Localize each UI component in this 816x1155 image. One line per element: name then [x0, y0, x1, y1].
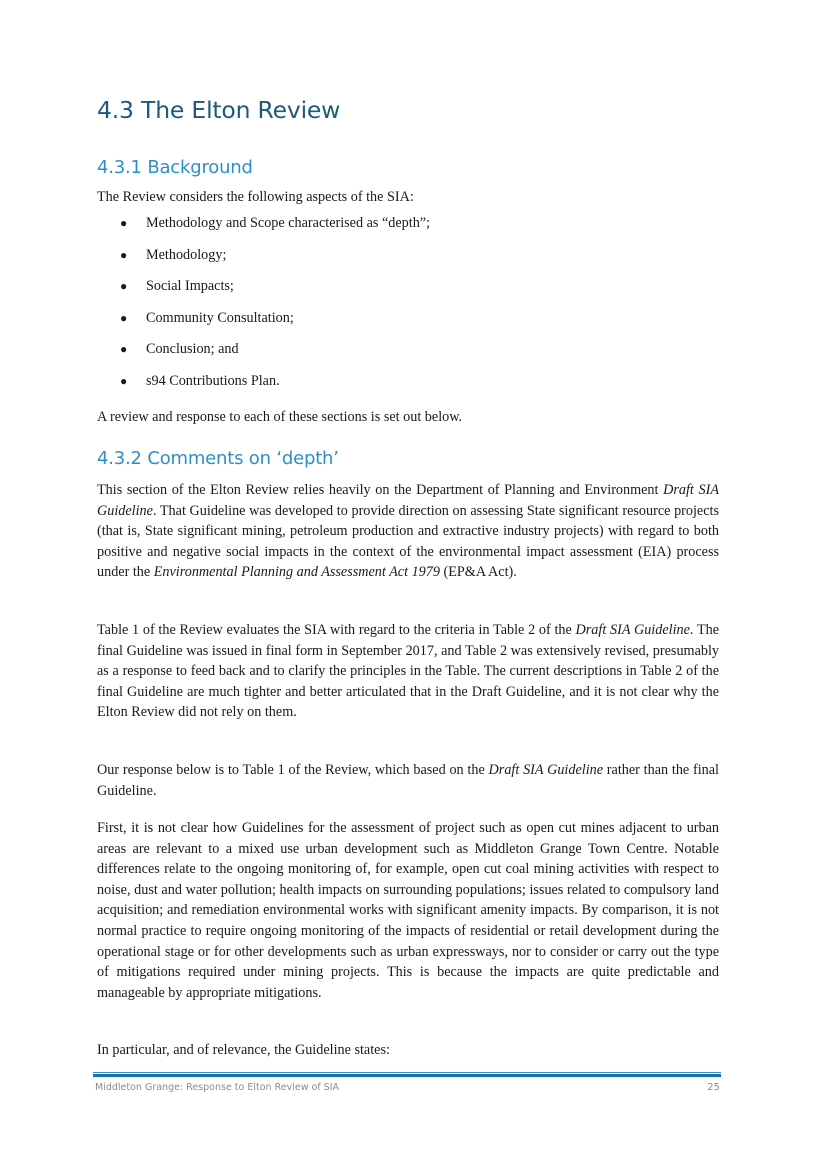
depth-paragraph-3: Our response below is to Table 1 of the Review, which based on the Draft SIA Guideline rather than the final Guideline. — [97, 762, 719, 799]
aspects-list — [97, 213, 719, 402]
bullet-icon: ● — [120, 342, 128, 356]
depth-paragraph-5: In particular, and of relevance, the Guideline states: — [97, 1042, 390, 1058]
list-item: ● Social Impacts; — [120, 278, 234, 294]
depth-paragraph-4: First, it is not clear how Guidelines for the assessment of project such as open cut mines adjacent to urban areas are relevant to a mixed use urban development such as Middleton Grange Town Centre. Notable differences relate to the ongoing monitoring of, for example, open cut coal mining activities with respect to noise, dust and water pollution; health impacts on surrounding populations; issues related to compulsory land acquisition; and remediation environmental works with significant amenity impacts. By comparison, it is not normal practice to require ongoing monitoring of the impacts of residential or retail development during the operational stage or for other developments such as urban expressways, nor to consider or carry out the type of mitigations required under mining projects. This is because the impacts are quite predictable and manageable by appropriate mitigations. — [97, 820, 719, 1001]
background-intro: The Review considers the following aspects of the SIA: — [97, 189, 414, 205]
bullet-icon: ● — [120, 279, 128, 293]
footer-rule — [93, 1074, 721, 1077]
footer-title: Middleton Grange: Response to Elton Review of SIA — [95, 1082, 340, 1093]
background-outro: A review and response to each of these sections is set out below. — [97, 409, 463, 425]
list-item: ● Methodology; — [120, 246, 227, 263]
subheading-background: 4.3.1 Background — [97, 157, 253, 178]
list-item: ● Community Consultation; — [120, 309, 294, 326]
bullet-icon: ● — [120, 373, 128, 388]
subheading-depth: 4.3.2 Comments on ‘depth’ — [97, 448, 339, 469]
bullet-icon: ● — [120, 310, 128, 325]
footer-rule-thin — [93, 1072, 721, 1073]
list-item: ● Methodology and Scope characterised as “depth”; — [120, 215, 431, 231]
list-item: ● Conclusion; and — [120, 341, 239, 357]
section-heading: 4.3 The Elton Review — [97, 96, 341, 124]
list-item: ● s94 Contributions Plan. — [120, 372, 280, 389]
depth-paragraph-1: This section of the Elton Review relies heavily on the Department of Planning and Environment Draft SIA Guideline. That Guideline was developed to provide direction on assessing State significant resource projects (that is, State significant mining, petroleum production and extractive industry projects) with regard to both positive and negative social impacts in the context of the environmental impact assessment (EIA) process under the Environmental Planning and Assessment Act 1979 (EP&A Act). — [97, 482, 719, 581]
bullet-icon: ● — [120, 216, 128, 230]
depth-paragraph-2: Table 1 of the Review evaluates the SIA with regard to the criteria in Table 2 of the Draft SIA Guideline. The final Guideline was issued in final form in September 2017, and Table 2 was extensively revised, presumably as a response to feed back and to clarify the principles in the Table. The current descriptions in Table 2 of the final Guideline are much tighter and better articulated that in the Draft Guideline, and it is not clear why the Elton Review did not rely on them. — [97, 622, 719, 721]
bullet-icon: ● — [120, 247, 128, 262]
page-number: 25 — [707, 1082, 720, 1093]
